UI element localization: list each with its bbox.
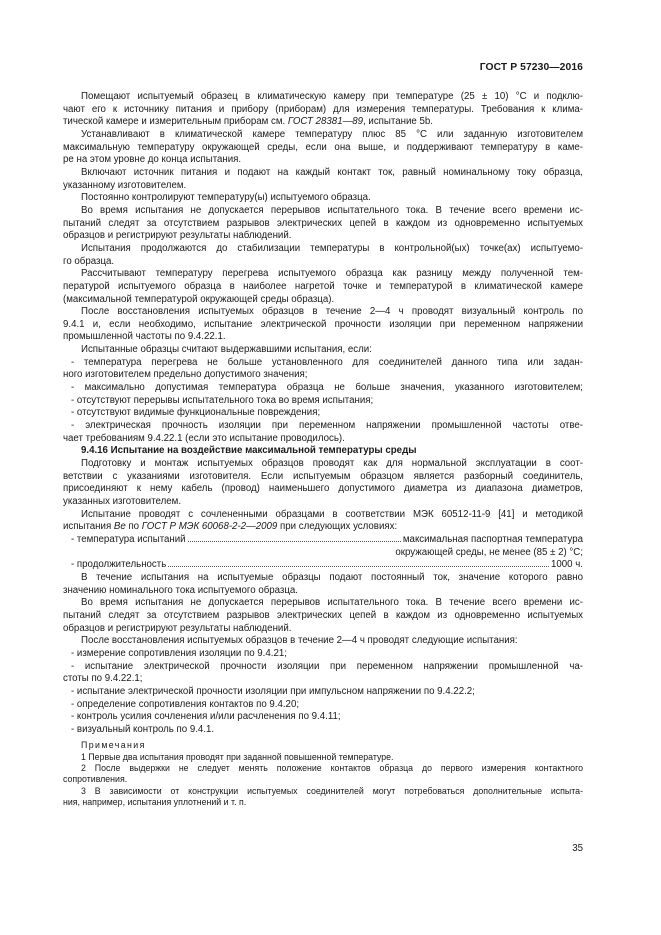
duration-value: 1000 ч. — [551, 559, 583, 571]
text-line: пытаний следят за отсутствием разрывов электрических цепей в каждом из одновременно испытуемых — [63, 217, 583, 229]
method-line: испытания Ве по ГОСТ Р МЭК 60068-2-2—2009 при следующих условиях: — [63, 521, 398, 533]
text-line: Помещают испытуемый образец в климатическую камеру при температуре (25 ± 10) °С и подклю- — [81, 91, 583, 102]
text-line: - отсутствуют видимые функциональные повреждения; — [71, 407, 321, 419]
text-line: - температура перегрева не больше установленного для соединителей данного типа или задан- — [71, 356, 583, 368]
text-line: Подготовку и монтаж испытуемых образцов проводят как для нормальной эксплуатации в соот- — [81, 458, 583, 470]
test-temperature-row — [63, 534, 583, 547]
text-line: максимальную температуру окружающей среды, если она выше, и поддерживают температуру в каме- — [63, 141, 583, 153]
text-line: ре на этом уровне до конца испытания. — [63, 154, 242, 166]
notes-title: Примечания — [81, 740, 146, 751]
dot-leader — [168, 565, 549, 567]
text-line: промышленной частоты по 9.4.22.1. — [63, 331, 226, 343]
text-line: тической камере и измерительным приборам см. ГОСТ 28381—89, испытание 5b. — [63, 116, 433, 128]
text-line: - визуальный контроль по 9.4.1. — [71, 723, 215, 735]
text-line: Рассчитывают температуру перегрева испытуемого образца как разницу между полученной тем- — [81, 268, 583, 280]
text-line: ветствии с указаниями изготовителя. Если испытуемым образцом является разборный соединитель, — [63, 470, 583, 482]
test-temperature-label: - температура испытаний — [71, 533, 186, 545]
test-temperature-value-cont: окружающей среды, не менее (85 ± 2) °С; — [395, 546, 583, 558]
text-line: Постоянно контролируют температуру(ы) испытуемого образца. — [81, 192, 371, 204]
text-line: - измерение сопротивления изоляции по 9.4.21; — [71, 647, 287, 659]
text-line: После восстановления испытуемых образцов в течение 2—4 ч проводят визуальный контроль по — [81, 306, 583, 318]
test-temperature-value: максимальная паспортная температура — [402, 533, 583, 545]
text-line: чают его к источнику питания и прибору (приборам) для измерения температуры. Требования к клима- — [63, 103, 583, 115]
text-line: го образца. — [63, 255, 115, 267]
note-line: 1 Первые два испытания проводят при заданной повышенной температуре. — [81, 751, 394, 762]
page-number: 35 — [572, 843, 583, 854]
text-line: Во время испытания не допускается перерывов испытательного тока. В течение всего времени ис- — [81, 204, 583, 216]
section-heading-9-4-16: 9.4.16 Испытание на воздействие максимальной температуры среды — [81, 445, 417, 457]
text-line: - электрическая прочность изоляции при переменном напряжении промышленной частоты отве- — [71, 420, 583, 432]
text-line: - испытание электрической прочности изоляции при переменном напряжении промышленной ча- — [71, 660, 583, 672]
duration-row — [63, 559, 583, 572]
text-line: пературой испытуемого образца в наиболее нагретой точке и температурой в климатической камере — [63, 280, 583, 292]
text-line: Испытанные образцы считают выдержавшими испытания, если: — [81, 344, 372, 356]
text-block-preparation — [63, 458, 583, 521]
text-line: Испытание проводят с сочлененными образцами в соответствии МЭК 60512-11-9 [41] и методикой — [81, 508, 583, 520]
note-line: 2 После выдержки не следует менять положение контактов образца до первого измерения контактного — [81, 763, 583, 774]
note-line: 3 В зависимости от конструкции испытуемых соединителей могут потребоваться дополнительные испыта- — [81, 785, 583, 796]
text-line: чает требованиям 9.4.22.1 (если это испытание проводилось). — [63, 432, 345, 444]
text-line: 9.4.1 и, если необходимо, испытание электрической прочности изоляции при переменном напряжении — [63, 318, 583, 330]
duration-label: - продолжительность — [71, 559, 167, 571]
text-line: Во время испытания не допускается перерывов испытательного тока. В течение всего времени ис- — [81, 597, 583, 609]
notes-list — [63, 752, 583, 808]
text-line: Испытания продолжаются до стабилизации температуры в контрольной(ых) точке(ах) испытуемо- — [81, 242, 583, 254]
standard-reference: ГОСТ 28381—89 — [287, 116, 364, 128]
text-block-tests-after — [63, 572, 583, 737]
text-line: Устанавливают в климатической камере температуру плюс 85 °С или заданную изготовителем — [81, 128, 583, 140]
text-line: - отсутствуют перерывы испытательного тока во время испытания; — [71, 394, 374, 406]
text-line: Включают источник питания и подают на каждый контакт ток, равный номинальному току образца, — [81, 166, 583, 178]
text-line: присоединяют к нему кабель (провод) наименьшего допустимого диаметра из диапазона диаметров, — [63, 483, 583, 495]
text-fragment: , испытание 5b. — [363, 116, 433, 128]
text-line: образцов и регистрируют результаты наблюдений. — [63, 230, 292, 242]
text-line: ного изготовителем предельно допустимого значения; — [63, 369, 308, 381]
text-line: образцов и регистрируют результаты наблюдений. — [63, 622, 292, 634]
text-line: - определение сопротивления контактов по 9.4.20; — [71, 698, 300, 710]
text-line: - испытание электрической прочности изоляции при импульсном напряжении по 9.4.22.2; — [71, 685, 475, 697]
text-line: После восстановления испытуемых образцов в течение 2—4 ч проводят следующие испытания: — [81, 635, 518, 647]
text-block-temperature-rise — [63, 91, 583, 445]
text-line: В течение испытания на испытуемые образцы подают постоянный ток, значение которого равно — [81, 571, 583, 583]
text-line: пытаний следят за отсутствием разрывов электрических цепей в каждом из одновременно испытуемых — [63, 609, 583, 621]
page-content — [63, 91, 583, 808]
text-line: (максимальной температурой окружающей среды образца). — [63, 293, 335, 305]
text-line: значению номинального тока испытуемого образца. — [63, 584, 299, 596]
note-line: сопротивления. — [63, 774, 128, 785]
note-line: ния, например, испытания уплотнений и т. п. — [63, 796, 247, 807]
dot-leader — [188, 540, 401, 542]
text-line: указанному изготовителем. — [63, 179, 187, 191]
text-line: указанных изготовителем. — [63, 496, 182, 507]
text-line: - контроль усилия сочленения и/или расчленения по 9.4.11; — [71, 711, 341, 723]
standard-header: ГОСТ Р 57230—2016 — [479, 62, 583, 73]
text-line: стоты по 9.4.22.1; — [63, 673, 143, 685]
text-line: - максимально допустимая температура образца не больше значения, указанного изготовителем; — [71, 382, 583, 394]
